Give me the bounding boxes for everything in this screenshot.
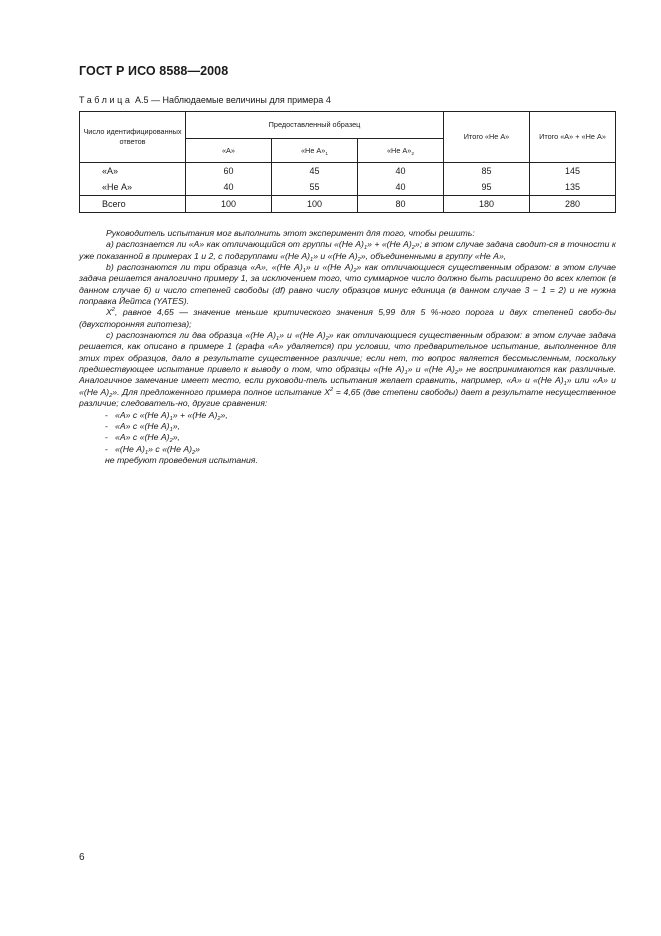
head-identified-responses: Число идентифицированных ответов	[80, 112, 186, 163]
intro-paragraph: Руководитель испытания мог выполнить этот эксперимент для того, чтобы решить:	[106, 228, 475, 238]
head-total-all: Итого «А» + «Не А»	[530, 112, 616, 163]
table-row-total	[80, 196, 616, 213]
row-label: Всего	[80, 196, 186, 213]
table-row	[80, 179, 616, 196]
paragraph-chi-square: $X^2$, равное 4,65 — значение меньше критического значения 5,99 для 5 %-ного порога и двух степеней свобо-ды (двухсторонняя гипотеза);	[79, 307, 616, 329]
row-label: «Не А»	[80, 179, 186, 196]
cell: 40	[358, 163, 444, 180]
document-header: ГОСТ Р ИСО 8588—2008	[79, 64, 229, 78]
cell: 280	[530, 196, 616, 213]
body-text	[79, 228, 616, 466]
head-a: «А»	[186, 139, 272, 163]
head-not-a-2: «Не $А»_2$	[358, 139, 444, 163]
cell: 100	[186, 196, 272, 213]
paragraph-b: b) распознаются ли три образца «А», «(Не $А)_1$» и «(Не $А)_2$» как отличающиеся существенным образом: в этом случае задача решается аналогично примеру 1, за исключением того, что суммарное число должно быть расширено до всех клеток (в данном случае 6) и число степеней свободы (df) равно числу образцов минус единица (в данном случае 3 − 1 = 2) и не нужна поправка Йейтса (YATES).	[79, 262, 616, 307]
head-presented-sample: Предоставленный образец	[186, 112, 444, 139]
cell: 55	[272, 179, 358, 196]
list-item: - «А» с «(Не $А)_1$»,	[105, 420, 180, 433]
row-label: «А»	[80, 163, 186, 180]
cell: 180	[444, 196, 530, 213]
list-item: - «(Не $А)_1$» с «(Не $А)_2$»	[105, 443, 200, 456]
paragraph-c: с) распознаются ли два образца «(Не $А)_1$» и «(Не $А)_2$» как отличающиеся существенным образом: в этом случае задача решается, как описано в примере 1 (графа «А» удаляется) при условии, что предварительное испытание, выполненное для этих трех образцов, дало в результате существенное различие; если нет, то вопрос является бессмысленным, поскольку предшествующее испытание привело к выводу о том, что образцы «(Не $А)_1$» и «(Не $А)_2$» не воспринимаются как различные. Аналогичное замечание имеет место, если руководи-тель испытания желает сравнить, например, «А» и «(Не $А)_1$» или «А» и «(Не $А)_2$». Для предложенного примера полное испытание $X^2 = 4,65$ (две степени свободы) дает в результате несущественное различие; следователь-но, другие сравнения:	[79, 330, 617, 409]
cell: 40	[358, 179, 444, 196]
cell: 85	[444, 163, 530, 180]
caption-text: А.5 — Наблюдаемые величины для примера 4	[135, 95, 331, 105]
cell: 60	[186, 163, 272, 180]
head-not-a-1: «Не $А»_1$	[272, 139, 358, 163]
outro-paragraph: не требуют проведения испытания.	[105, 454, 258, 465]
observed-values-table	[79, 111, 616, 213]
page-number: 6	[79, 852, 85, 863]
cell: 135	[530, 179, 616, 196]
list-item: - «А» с «(Не $А)_1$» + «(Не $А)_2$»,	[105, 409, 228, 422]
cell: 45	[272, 163, 358, 180]
cell: 145	[530, 163, 616, 180]
table-caption	[79, 95, 331, 105]
caption-label: Таблица	[79, 95, 133, 105]
cell: 100	[272, 196, 358, 213]
cell: 95	[444, 179, 530, 196]
cell: 40	[186, 179, 272, 196]
head-total-not-a: Итого «Не А»	[444, 112, 530, 163]
paragraph-a: а) распознается ли «А» как отличающийся от группы «(Не $А)_1$» + «(Не $А)_2$»; в этом случае задача сводит-ся в точности к уже показанной в примерах 1 и 2, с подгруппами «(Не $А)_1$» и «(Не $А)_2$», объединенными в группу «Не А»,	[79, 239, 616, 263]
list-item: - «А» с «(Не $А)_2$»,	[105, 432, 180, 445]
table-row	[80, 163, 616, 180]
cell: 80	[358, 196, 444, 213]
